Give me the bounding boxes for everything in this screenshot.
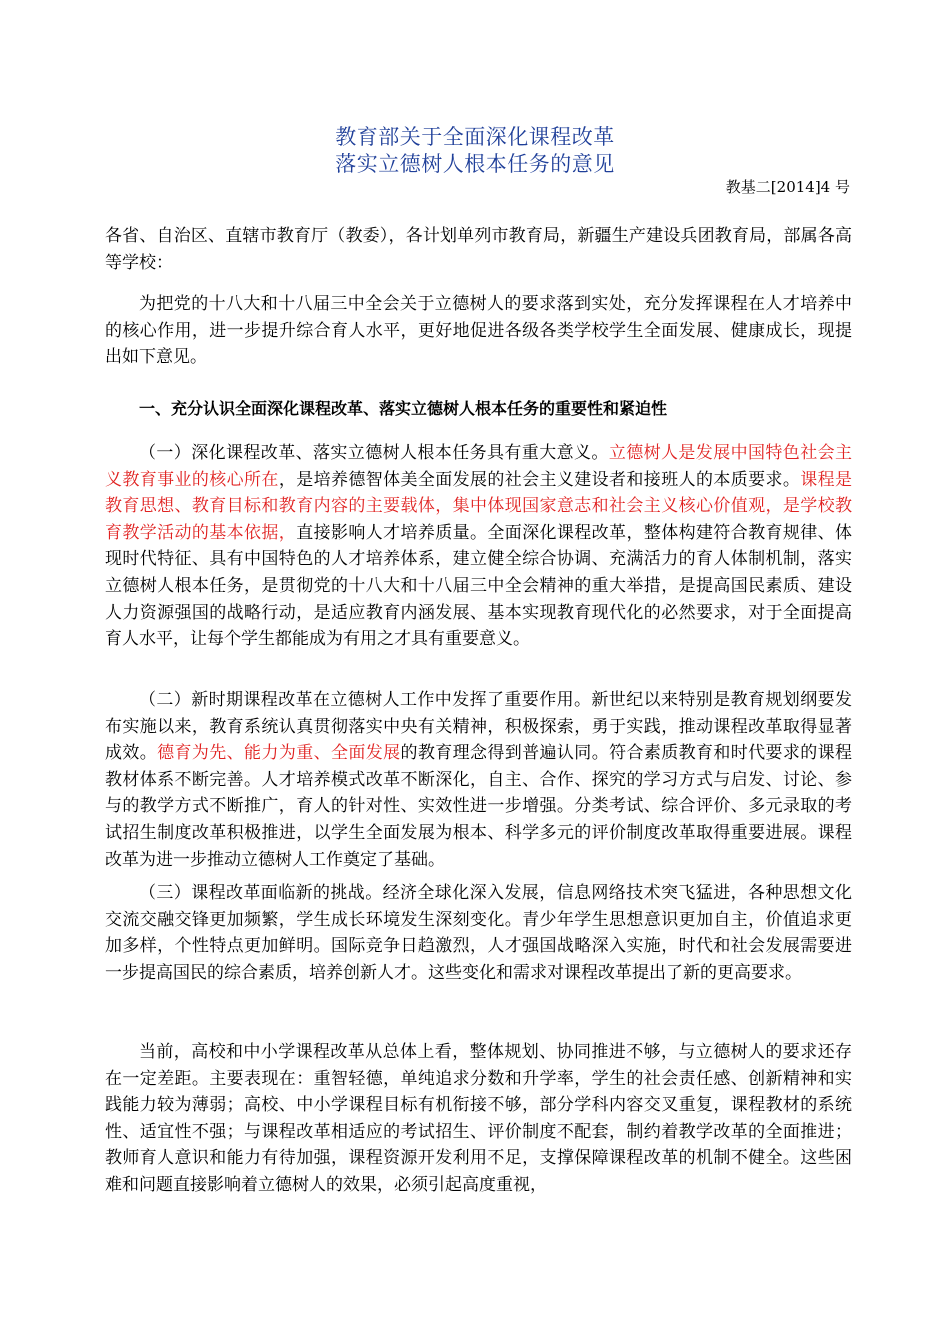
paragraph-1-highlight-a: 立德树人是发展中国特色社会主义教育事业的核心所在	[105, 443, 853, 490]
intro-paragraph: 为把党的十八大和十八届三中全会关于立德树人的要求落到实处，充分发挥课程在人才培养中的核心作用，进一步提升综合育人水平，更好地促进各级各类学校学生全面发展、健康成长，现提出如下意见。	[105, 294, 852, 368]
paragraph-1	[105, 440, 852, 653]
section-1-heading: 一、充分认识全面深化课程改革、落实立德树人根本任务的重要性和紧迫性	[139, 399, 668, 418]
paragraph-4: 当前，高校和中小学课程改革从总体上看，整体规划、协同推进不够，与立德树人的要求还存在一定差距。主要表现在：重智轻德，单纯追求分数和升学率，学生的社会责任感、创新精神和实践能力较为薄弱；高校、中小学课程目标有机衔接不够，部分学科内容交叉重复，课程教材的系统性、适宜性不强；与课程改革相适应的考试招生、评价制度不配套，制约着教学改革的全面推进；教师育人意识和能力有待加强，课程资源开发利用不足，支撑保障课程改革的机制不健全。这些困难和问题直接影响着立德树人的效果，必须引起高度重视，	[105, 1042, 852, 1195]
salutation-paragraph: 各省、自治区、直辖市教育厅（教委），各计划单列市教育局，新疆生产建设兵团教育局，部属各高等学校：	[105, 226, 852, 273]
paragraph-2-text-b: 的教育理念得到普遍认同。符合素质教育和时代要求的课程教材体系不断完善。人才培养模式改革不断深化，自主、合作、探究的学习方式与启发、讨论、参与的教学方式不断推广，育人的针对性、实效性进一步增强。分类考试、综合评价、多元录取的考试招生制度改革积极推进，以学生全面发展为根本、科学多元的评价制度改革取得重要进展。课程改革为进一步推动立德树人工作奠定了基础。	[105, 743, 853, 870]
document-title-line-2: 落实立德树人根本任务的意见	[335, 152, 615, 176]
paragraph-2-highlight: 德育为先、能力为重、全面发展	[157, 743, 401, 764]
paragraph-3: （三）课程改革面临新的挑战。经济全球化深入发展，信息网络技术突飞猛进，各种思想文化交流交融交锋更加频繁，学生成长环境发生深刻变化。青少年学生思想意识更加自主，价值追求更加多样，个性特点更加鲜明。国际竞争日趋激烈，人才强国战略深入实施，时代和社会发展需要进一步提高国民的综合素质，培养创新人才。这些变化和需求对课程改革提出了新的更高要求。	[105, 883, 852, 983]
paragraph-1-text-a: （一）深化课程改革、落实立德树人根本任务具有重大意义。	[139, 443, 609, 463]
document-title-line-1: 教育部关于全面深化课程改革	[335, 125, 615, 149]
paragraph-2-text-a: （二）新时期课程改革在立德树人工作中发挥了重要作用。新世纪以来特别是教育规划纲要发布实施以来，教育系统认真贯彻落实中央有关精神，积极探索，勇于实践，推动课程改革取得显著成效。	[105, 690, 852, 764]
paragraph-1-text-b: ，是培养德智体美全面发展的社会主义建设者和接班人的本质要求。	[278, 469, 801, 490]
paragraph-1-highlight-b: 课程是教育思想、教育目标和教育内容的主要载体，集中体现国家意志和社会主义核心价值观，是学校教育教学活动的基本依据，	[105, 469, 853, 543]
document-number: 教基二[2014]4 号	[725, 178, 850, 196]
paragraph-2	[105, 687, 852, 873]
paragraph-1-text-c: 直接影响人才培养质量。全面深化课程改革，整体构建符合教育规律、体现时代特征、具有中国特色的人才培养体系，建立健全综合协调、充满活力的育人体制机制，落实立德树人根本任务，是贯彻党的十八大和十八届三中全会精神的重大举措，是提高国民素质、建设人力资源强国的战略行动，是适应教育内涵发展、基本实现教育现代化的必然要求，对于全面提高育人水平，让每个学生都能成为有用之才具有重要意义。	[105, 522, 853, 650]
